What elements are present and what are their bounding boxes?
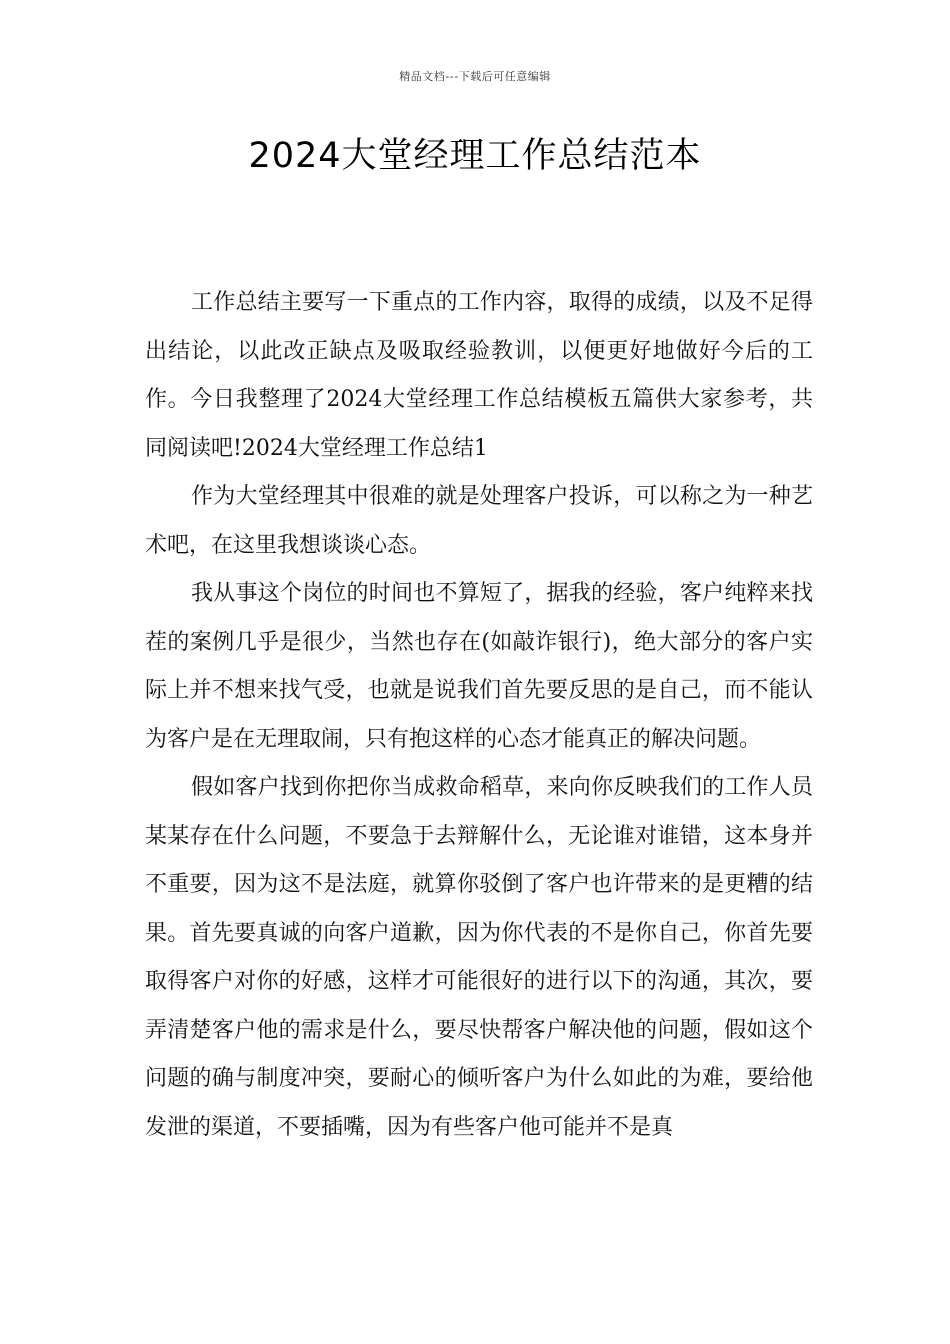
header-note: 精品文档---下载后可任意编辑 <box>399 70 551 83</box>
paragraph-handling: 假如客户找到你把你当成救命稻草，来向你反映我们的工作人员某某存在什么问题，不要急于去辩解什么，无论谁对谁错，这本身并不重要，因为这不是法庭，就算你驳倒了客户也许带来的是更糟的结果。首先要真诚的向客户道歉，因为你代表的不是你自己，你首先要取得客户对你的好感，这样才可能很好的进行以下的沟通，其次，要弄清楚客户他的需求是什么，要尽快帮客户解决他的问题，假如这个问题的确与制度冲突，要耐心的倾听客户为什么如此的为难，要给他发泄的渠道，不要插嘴，因为有些客户他可能并不是真 <box>145 775 813 1140</box>
paragraph-experience: 我从事这个岗位的时间也不算短了，据我的经验，客户纯粹来找茬的案例几乎是很少，当然也存在(如敲诈银行)，绝大部分的客户实际上并不想来找气受，也就是说我们首先要反思的是自己，而不能认为客户是在无理取闹，只有抱这样的心态才能真正的解决问题。 <box>145 581 813 752</box>
paragraph-intro: 工作总结主要写一下重点的工作内容，取得的成绩，以及不足得出结论，以此改正缺点及吸取经验教训，以便更好地做好今后的工作。今日我整理了2024大堂经理工作总结模板五篇供大家参考，共同阅读吧!2024大堂经理工作总结1 <box>145 290 813 461</box>
document-title: 2024大堂经理工作总结范本 <box>248 136 702 176</box>
document-body <box>145 279 813 1152</box>
paragraph-complaints: 作为大堂经理其中很难的就是处理客户投诉，可以称之为一种艺术吧，在这里我想谈谈心态。 <box>145 484 813 558</box>
